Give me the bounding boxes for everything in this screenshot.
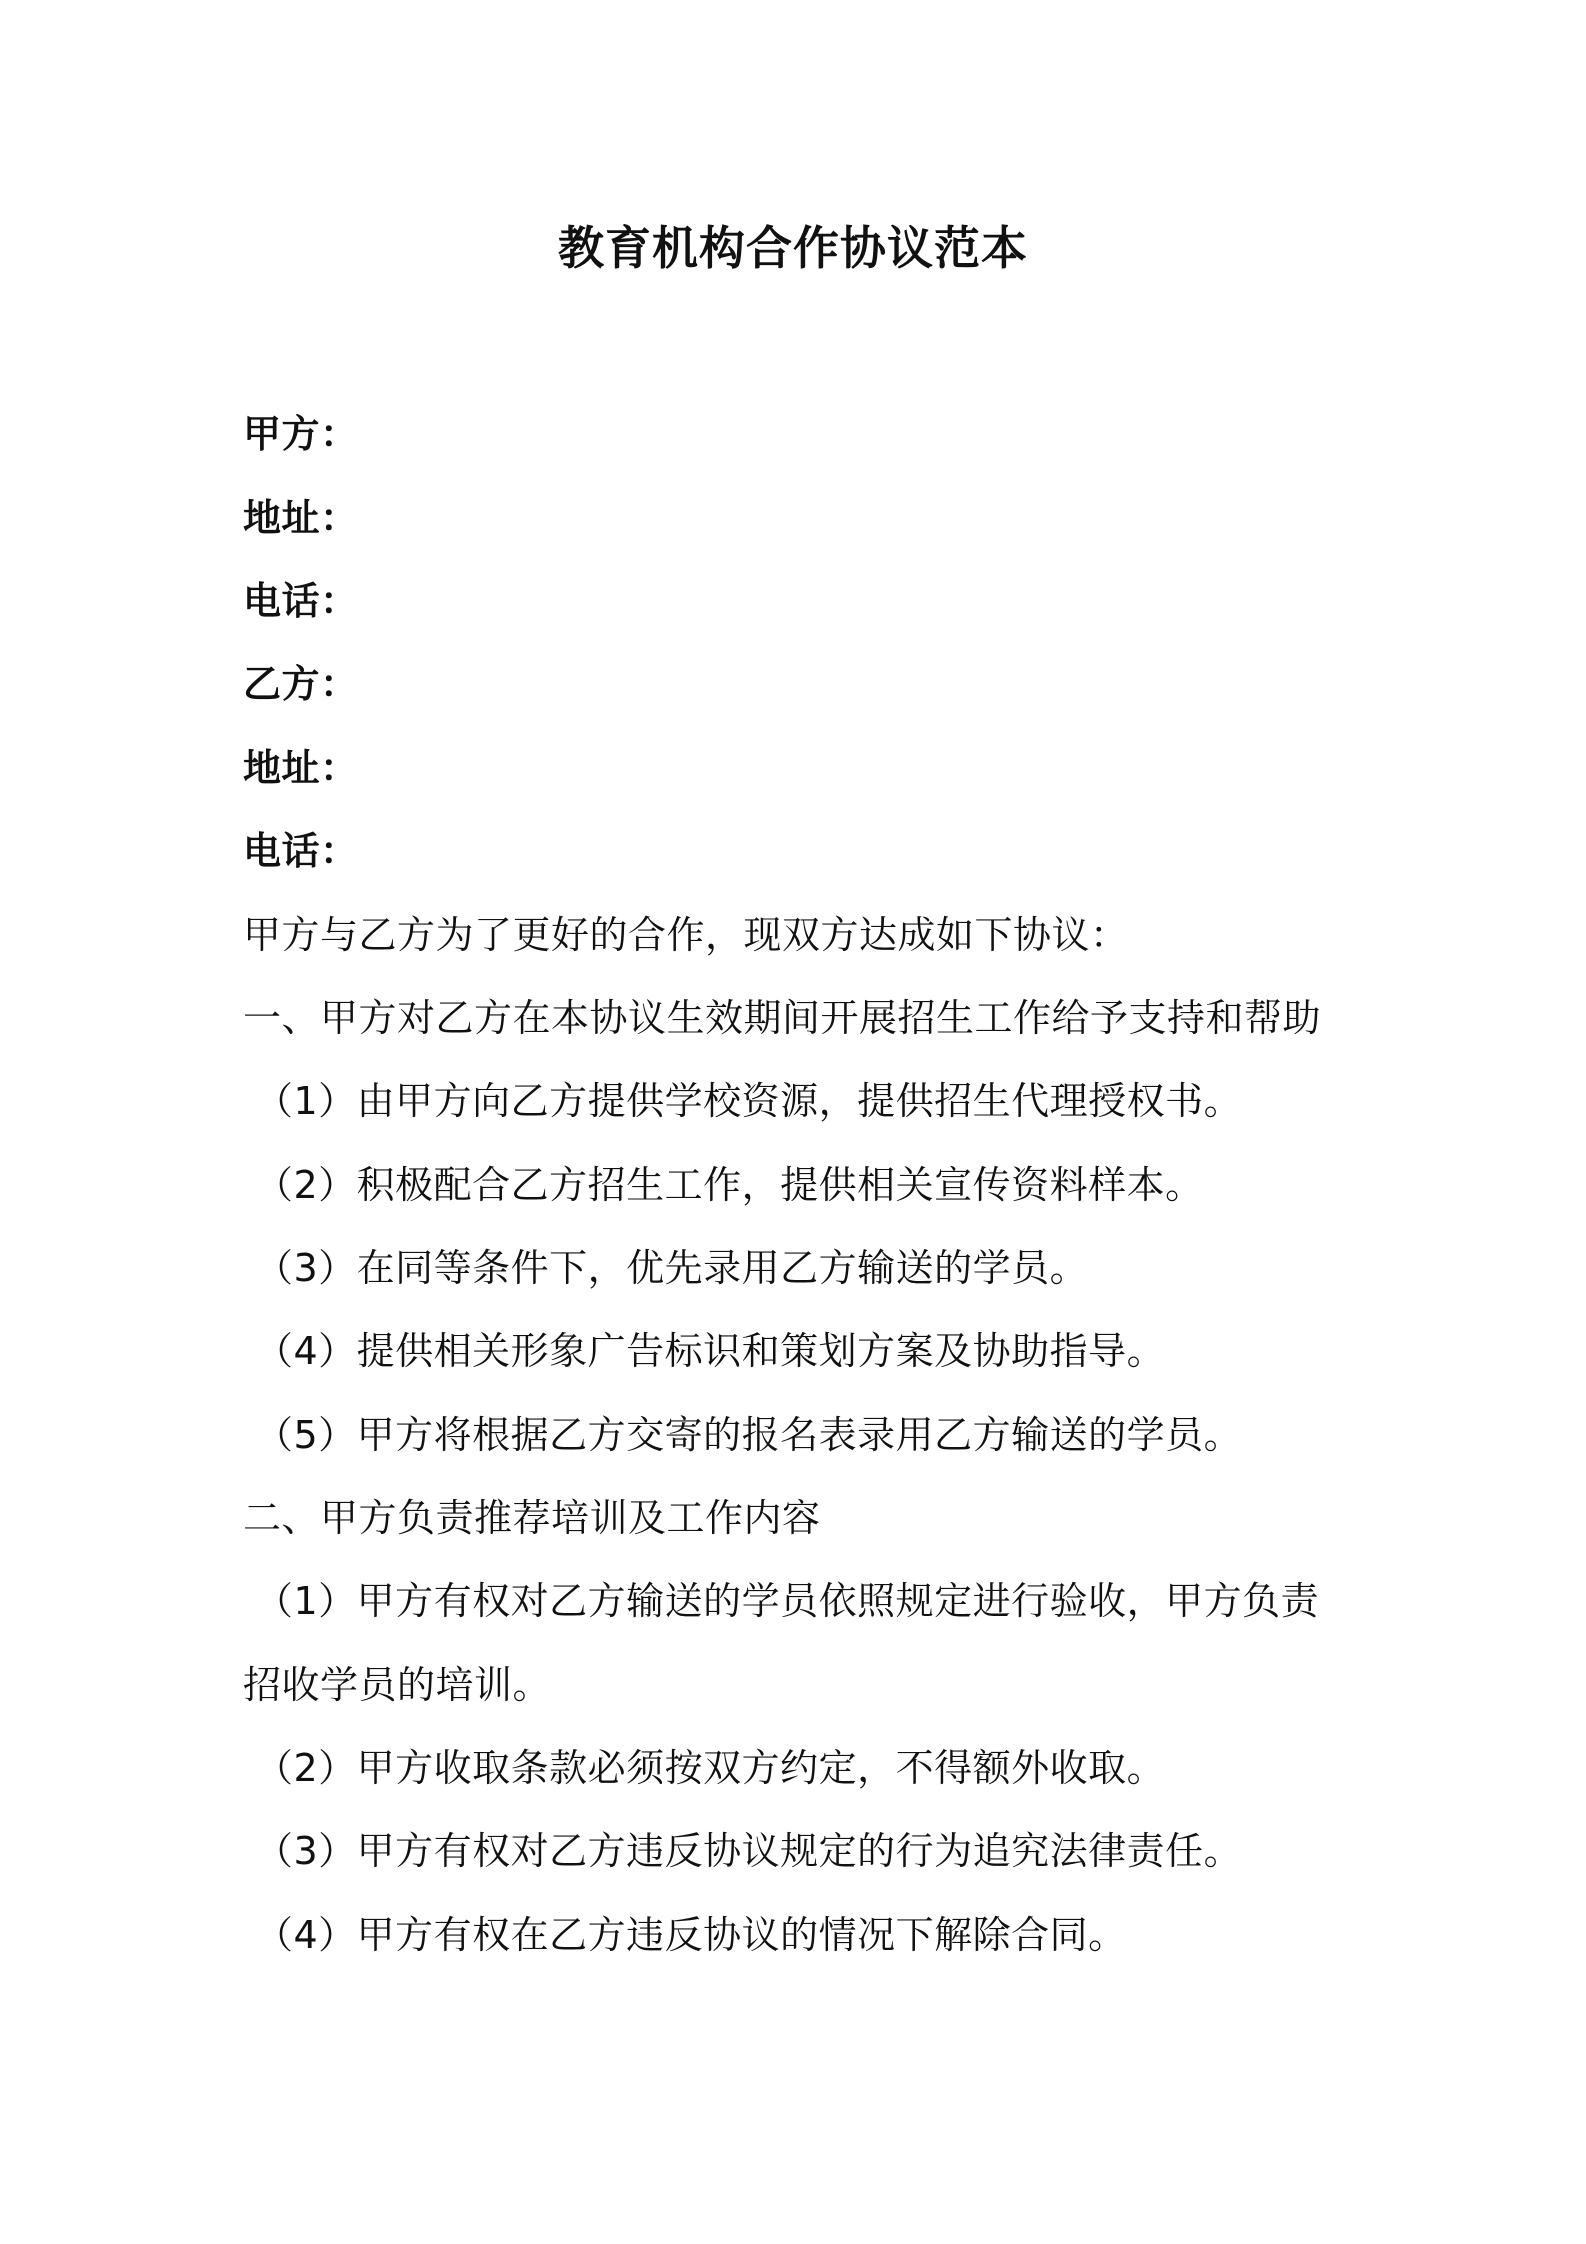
party-b-phone-label: 电话：	[243, 829, 359, 873]
section-1-item-1: （1）由甲方向乙方提供学校资源，提供招生代理授权书。	[255, 1079, 1243, 1123]
section-2-item-1-line-1: （1）甲方有权对乙方输送的学员依照规定进行验收，甲方负责	[255, 1579, 1320, 1623]
section-2-item-4: （4）甲方有权在乙方违反协议的情况下解除合同。	[255, 1913, 1127, 1957]
section-1-item-2: （2）积极配合乙方招生工作，提供相关宣传资料样本。	[255, 1163, 1204, 1207]
section-1-item-3: （3）在同等条件下，优先录用乙方输送的学员。	[255, 1246, 1089, 1290]
section-2-heading: 二、甲方负责推荐培训及工作内容	[243, 1496, 821, 1540]
section-2-item-2: （2）甲方收取条款必须按双方约定，不得额外收取。	[255, 1746, 1166, 1790]
document-title: 教育机构合作协议范本	[558, 221, 1028, 275]
agreement-intro: 甲方与乙方为了更好的合作，现双方达成如下协议：	[243, 913, 1129, 957]
party-a-phone-label: 电话：	[243, 579, 359, 623]
party-b-name-label: 乙方：	[243, 662, 359, 706]
section-1-item-5: （5）甲方将根据乙方交寄的报名表录用乙方输送的学员。	[255, 1413, 1243, 1457]
section-2-item-3: （3）甲方有权对乙方违反协议规定的行为追究法律责任。	[255, 1829, 1243, 1873]
party-b-address-label: 地址：	[243, 746, 359, 790]
party-a-name-label: 甲方：	[243, 412, 359, 456]
party-a-address-label: 地址：	[243, 496, 359, 540]
section-2-item-1-line-2: 招收学员的培训。	[243, 1663, 552, 1707]
section-1-heading: 一、甲方对乙方在本协议生效期间开展招生工作给予支持和帮助	[243, 996, 1322, 1040]
section-1-item-4: （4）提供相关形象广告标识和策划方案及协助指导。	[255, 1329, 1166, 1373]
